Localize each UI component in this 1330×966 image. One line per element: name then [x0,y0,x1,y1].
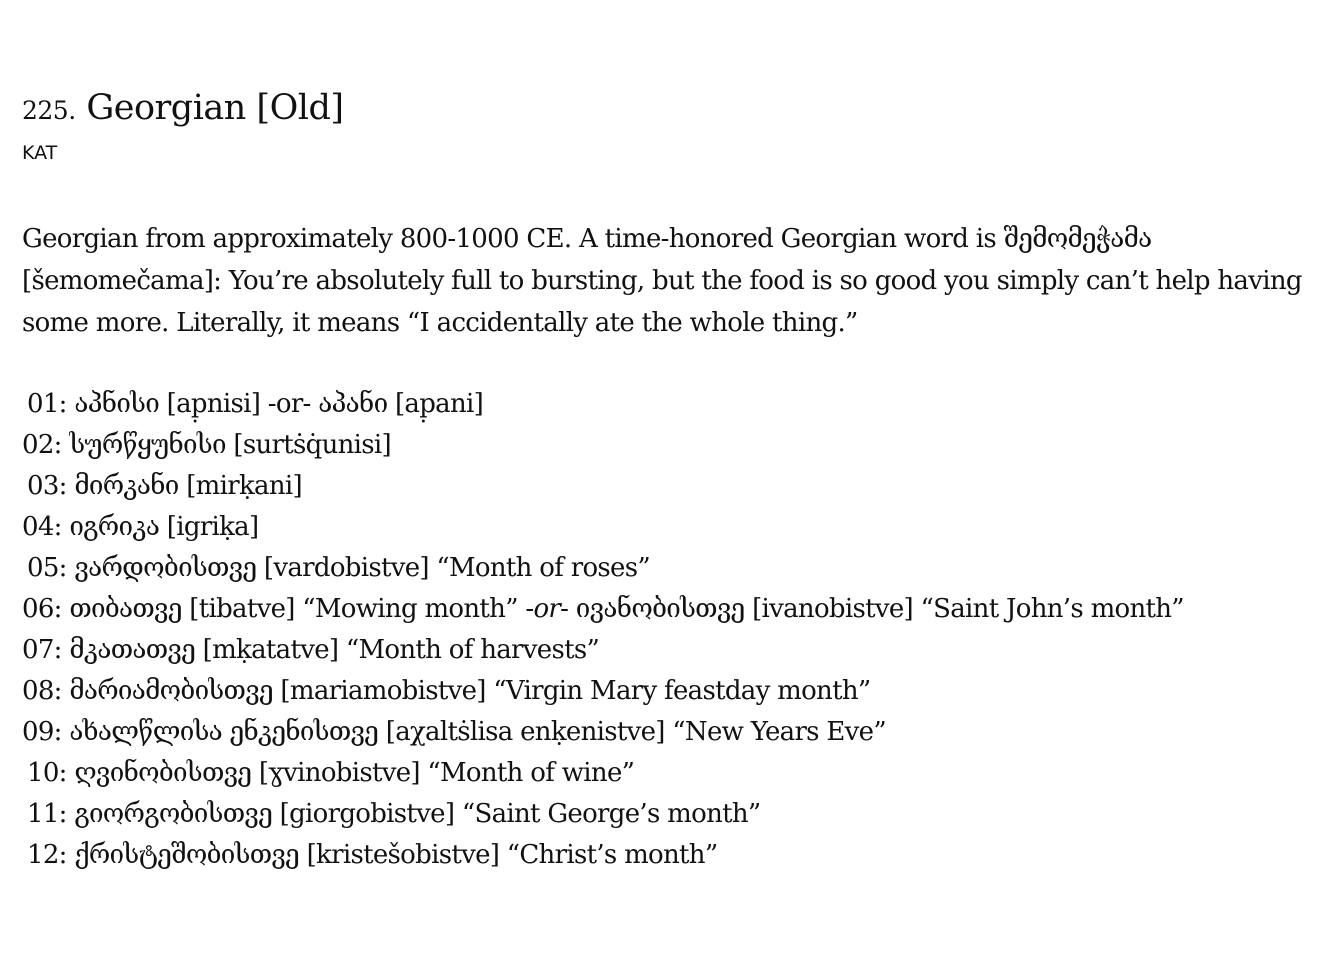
page-title [22,84,344,135]
list-item [22,671,1184,712]
month-number: 10: [27,758,67,788]
month-number: 12: [27,840,67,870]
month-text: ახალწლისა ენკენისთვე [aχaltṡlisa enḳenistve] “New Years Eve” [69,717,886,747]
month-text-after: - ივანობისთვე [ivanobistve] “Saint John’s month” [560,594,1184,624]
month-text: იგრიკა [igriḳa] [69,512,259,542]
month-number: 11: [27,799,67,829]
list-item [22,589,1184,630]
month-number: 09: [22,717,62,747]
month-number: 03: [27,471,67,501]
month-text: ვარდობისთვე [vardobistve] “Month of roses” [74,553,650,583]
month-text: სურწყუნისი [surtṡq̇unisi] [69,430,391,460]
entry-number: 225. [22,96,76,125]
month-text: ქრისტეშობისთვე [kristešobistve] “Christ’s month” [74,840,718,870]
language-name: Georgian [Old] [86,88,344,128]
list-item [22,835,1184,876]
month-text-before: თიბათვე [tibatve] “Mowing month” - [69,594,534,624]
list-item [22,507,1184,548]
month-text: აპნისი [ap̣nisi] -or- აპანი [ap̣ani] [74,389,484,419]
month-number: 07: [22,635,62,665]
language-code: KAT [22,142,58,164]
month-text: გიორგობისთვე [giorgobistve] “Saint George’s month” [74,799,761,829]
month-text: მარიამობისთვე [mariamobistve] “Virgin Mary feastday month” [69,676,871,706]
month-number: 04: [22,512,62,542]
month-number: 05: [27,553,67,583]
month-list [22,384,1184,876]
list-item [22,630,1184,671]
month-number: 01: [27,389,67,419]
list-item [22,466,1184,507]
or-separator: or [533,594,561,624]
month-number: 06: [22,594,62,624]
description: Georgian from approximately 800-1000 CE. A time-honored Georgian word is შემომეჭამა [šemomečama]: You’re absolutely full to bursting, but the food is so good you simply can’t help having some more. Literally, it means “I accidentally ate the whole thing.” [22,224,1302,338]
month-text: ღვინობისთვე [ɣvinobistve] “Month of wine” [74,758,635,788]
list-item [22,548,1184,589]
month-number: 08: [22,676,62,706]
list-item [22,384,1184,425]
list-item [22,753,1184,794]
list-item [22,794,1184,835]
month-text: მირკანი [mirḳani] [74,471,302,501]
list-item [22,425,1184,466]
month-text: მკათათვე [mḳatatve] “Month of harvests” [69,635,600,665]
month-number: 02: [22,430,62,460]
list-item [22,712,1184,753]
